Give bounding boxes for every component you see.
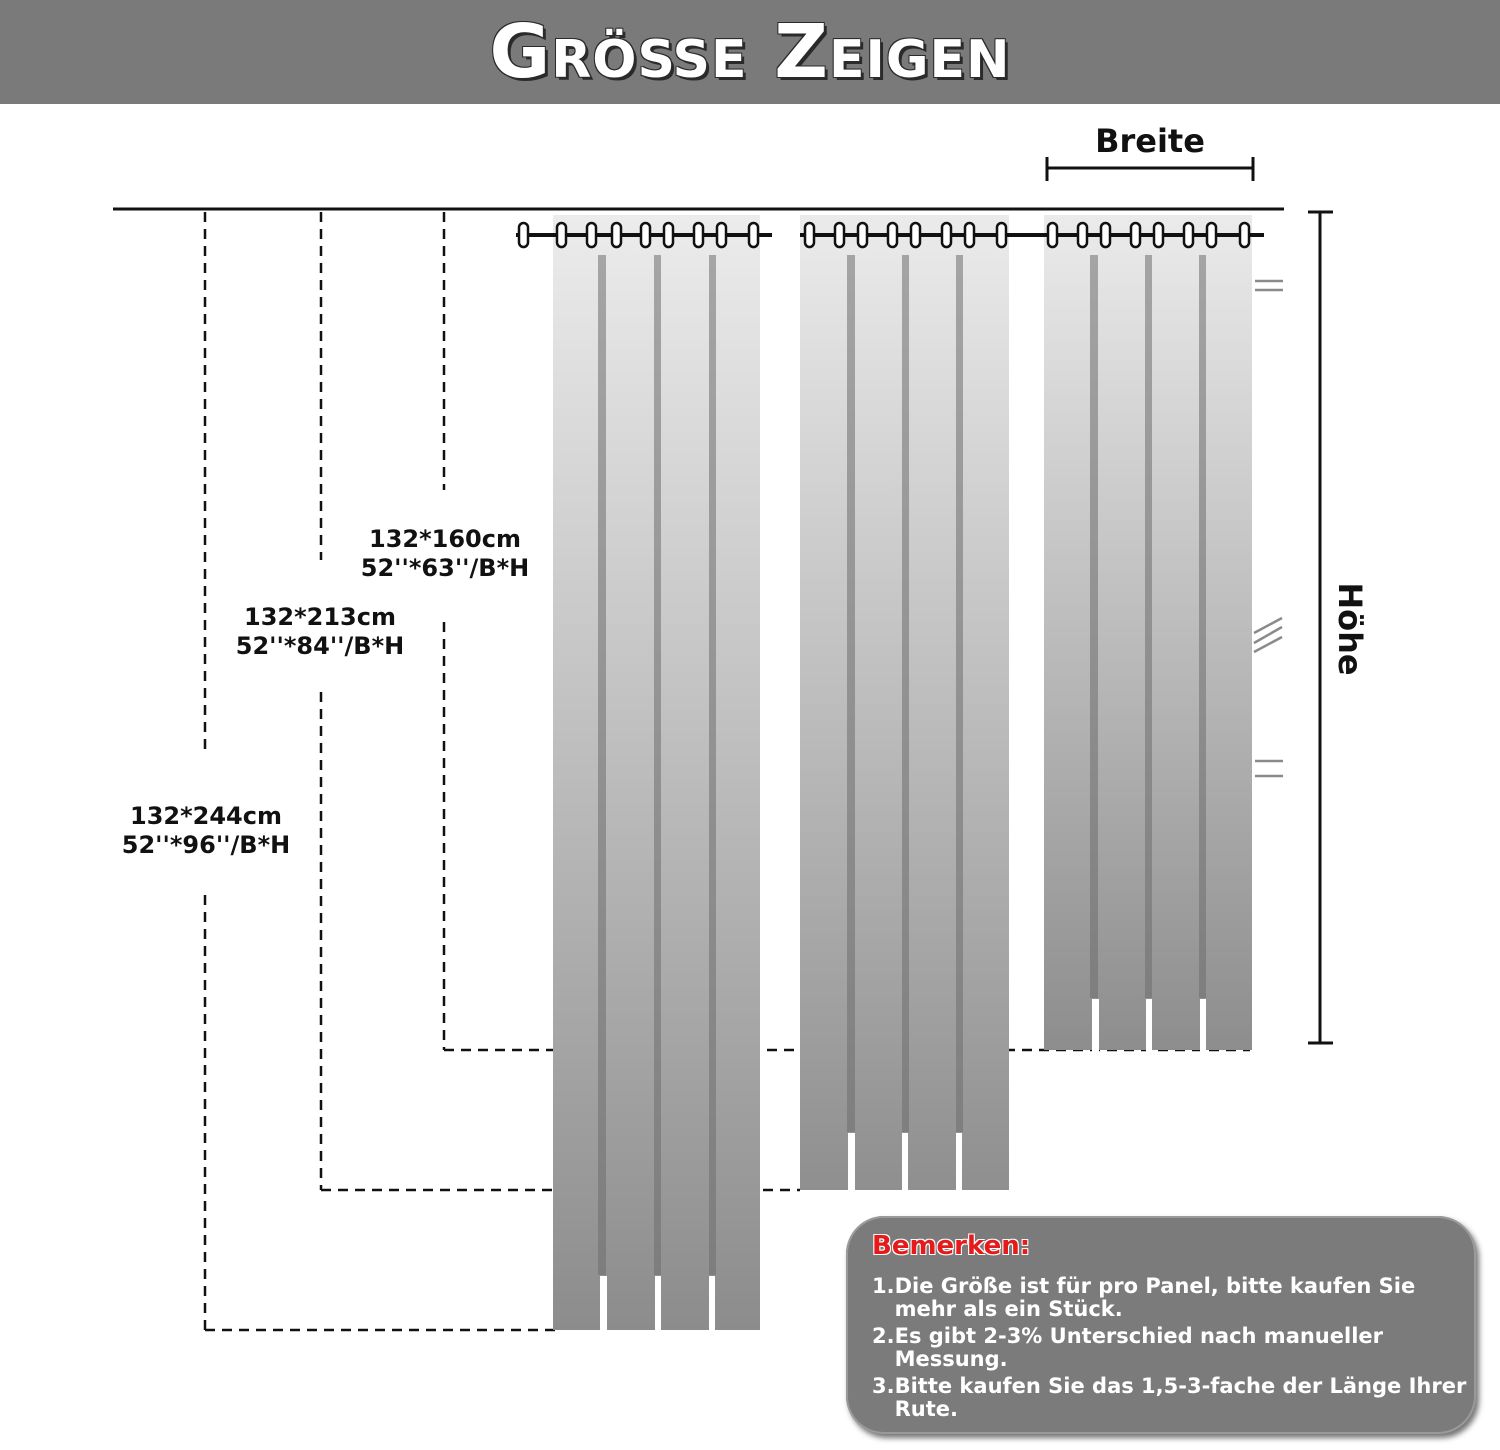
notes-list — [872, 1275, 1468, 1425]
size-160-cm: 132*160cm — [369, 525, 521, 553]
note-item — [872, 1275, 1468, 1321]
wall-marks — [1254, 281, 1283, 776]
note-number: 1. — [872, 1274, 895, 1298]
note-item — [872, 1325, 1468, 1371]
size-213-inch: 52''*84''/B*H — [235, 632, 405, 660]
size-244-cm: 132*244cm — [130, 802, 282, 830]
curtain-panel-213 — [800, 215, 1009, 1192]
size-label-213 — [230, 603, 410, 661]
size-244-inch: 52''*96''/B*H — [121, 831, 291, 859]
note-number: 2. — [872, 1324, 895, 1348]
note-number: 3. — [872, 1374, 895, 1398]
curtain-panel-244 — [553, 215, 760, 1332]
size-213-cm: 132*213cm — [244, 603, 396, 631]
size-label-160 — [355, 525, 535, 583]
notes-title: Bemerken: — [872, 1231, 1031, 1261]
height-label: Höhe — [1331, 582, 1369, 676]
curtain-panel-160 — [1044, 215, 1252, 1052]
height-bracket — [1308, 212, 1333, 1043]
size-160-inch: 52''*63''/B*H — [360, 554, 530, 582]
note-text: Es gibt 2-3% Unterschied nach manueller Messung. — [894, 1324, 1383, 1371]
size-label-244 — [116, 802, 296, 860]
dashed-guide-244 — [205, 212, 555, 1330]
note-item — [872, 1375, 1468, 1421]
width-bracket — [1047, 157, 1253, 181]
note-text: Die Größe ist für pro Panel, bitte kaufen Sie mehr als ein Stück. — [894, 1274, 1416, 1321]
note-text: Bitte kaufen Sie das 1,5-3-fache der Länge Ihrer Rute. — [894, 1374, 1467, 1421]
page-title: Größe Zeigen — [489, 9, 1011, 95]
width-label: Breite — [1095, 122, 1205, 160]
